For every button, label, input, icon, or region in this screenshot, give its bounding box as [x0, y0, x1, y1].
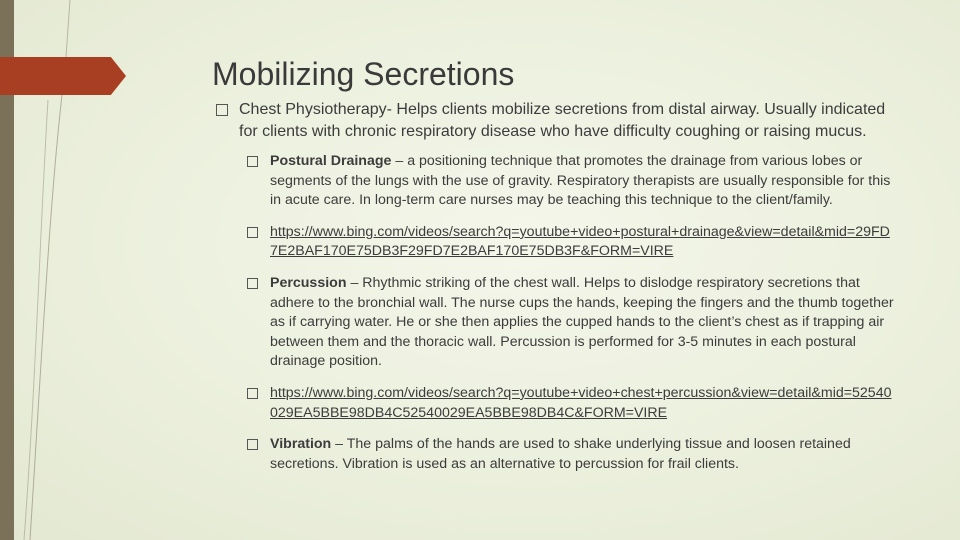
- term-description: – a positioning technique that promotes the drainage from various lobes or segments of the lungs with the use of gravity. Respiratory therapists are usually responsible for this in acute care. In long-term care nurses may be teaching this technique to the client/family.: [270, 153, 891, 209]
- sub-bullet-text: [270, 274, 897, 372]
- sub-bullet-postural-drainage: [247, 152, 897, 211]
- main-bullet-text: Chest Physiotherapy- Helps clients mobilize secretions from distal airway. Usually indicated for clients with chronic respiratory disease who have difficulty coughing or raising mucus.: [239, 101, 886, 140]
- sub-bullet-text: [270, 435, 897, 474]
- term-label: Postural Drainage: [270, 153, 392, 169]
- term-description: – The palms of the hands are used to shake underlying tissue and loosen retained secretions. Vibration is used as an alternative to percussion for frail clients.: [270, 436, 851, 472]
- checkbox-bullet-icon: [216, 104, 228, 116]
- main-bullet: [216, 99, 906, 142]
- term-label: Vibration: [270, 436, 332, 453]
- slide-body: [216, 99, 906, 474]
- term-label: Percussion: [270, 274, 347, 291]
- term-description: – Rhythmic striking of the chest wall. Helps to dislodge respiratory secretions that adhere to the bronchial wall. The nurse cups the hands, keeping the fingers and the thumb together as if carrying water. He or she then applies the cupped hands to the client’s chest as if trapping air between them and the thoracic wall. Percussion is performed for 3-5 minutes in each postural drainage position.: [270, 274, 894, 370]
- video-link-chest-percussion[interactable]: https://www.bing.com/videos/search?q=youtube+video+chest+percussion&view=detail&mid=52540029EA5BBE98DB4C52540029EA5BBE98DB4C&FORM=VIRE: [270, 384, 892, 421]
- checkbox-bullet-icon: [247, 227, 258, 238]
- checkbox-bullet-icon: [247, 388, 258, 399]
- checkbox-bullet-icon: [247, 278, 258, 289]
- sub-bullet-text: [270, 152, 897, 211]
- checkbox-bullet-icon: [247, 439, 258, 450]
- slide-title: Mobilizing Secretions: [212, 56, 515, 92]
- sub-bullet-percussion-link: [247, 384, 897, 423]
- sub-bullet-percussion: [247, 274, 897, 372]
- checkbox-bullet-icon: [247, 156, 258, 167]
- sub-bullet-vibration: [247, 435, 897, 474]
- sub-bullet-postural-drainage-link: [247, 223, 897, 262]
- title-accent-arrow: [0, 57, 126, 95]
- video-link-postural-drainage[interactable]: https://www.bing.com/videos/search?q=youtube+video+postural+drainage&view=detail&mid=29FD7E2BAF170E75DB3F29FD7E2BAF170E75DB3F&FORM=VIRE: [270, 223, 890, 260]
